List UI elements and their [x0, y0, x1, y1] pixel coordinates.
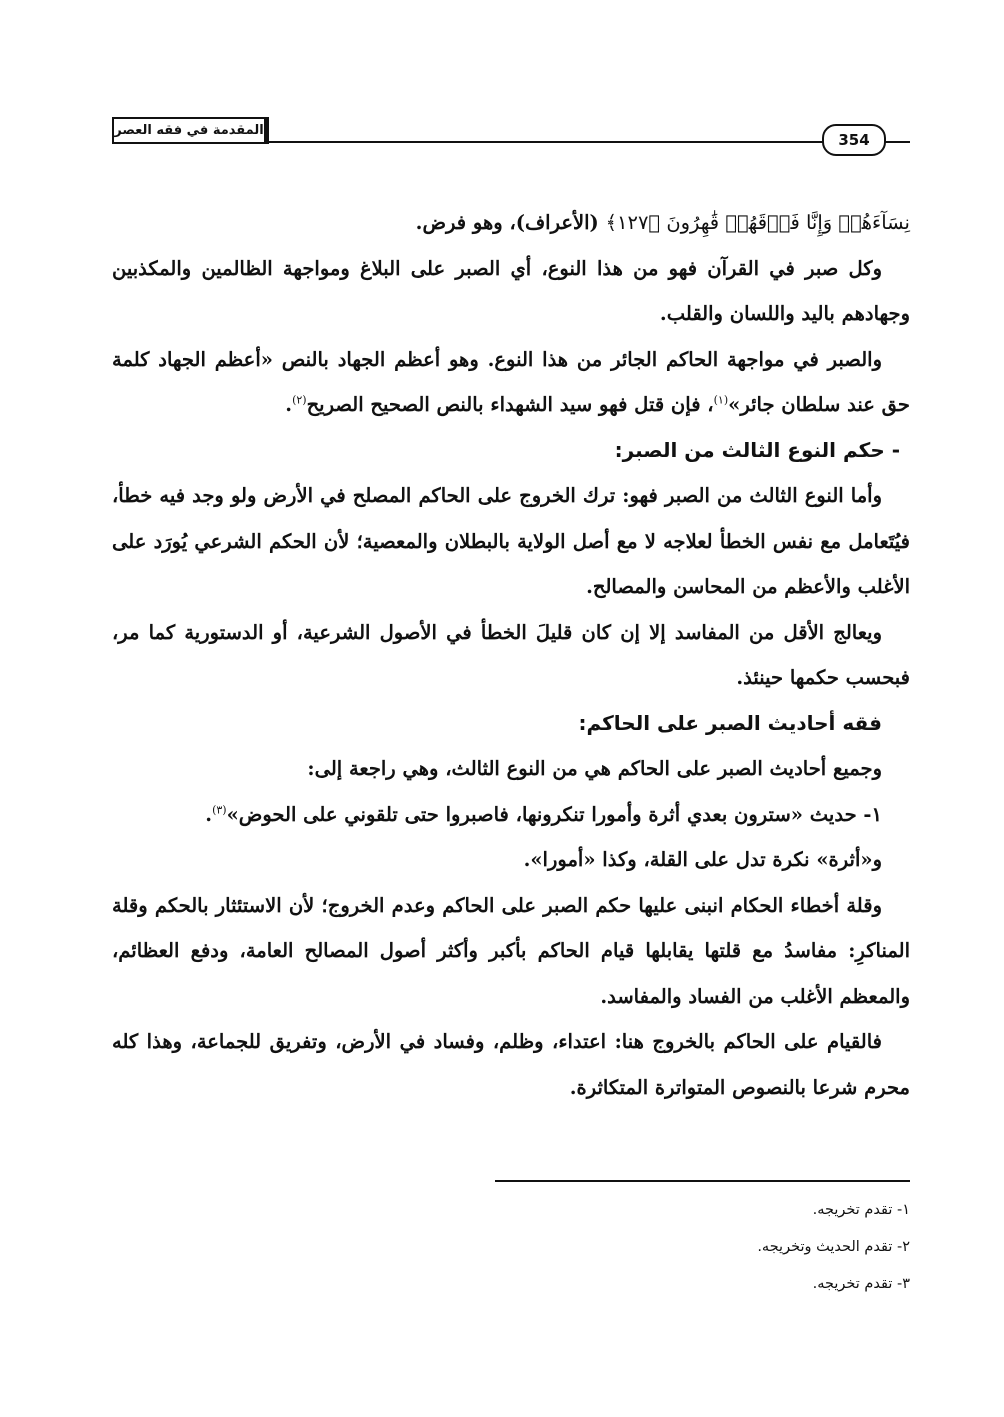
- paragraph: ويعالج الأقل من المفاسد إلا إن كان قليلَ الخطأ في الأصول الشرعية، أو الدستورية كما مر، فبحسب حكمها حينئذ.: [112, 620, 910, 689]
- footnote-rule: [495, 1180, 910, 1182]
- paragraph: [112, 337, 910, 428]
- paragraph: و«أثرة» نكرة تدل على القلة، وكذا «أمورا».: [523, 848, 882, 871]
- footnotes: [112, 1192, 910, 1303]
- section-heading: - حكم النوع الثالث من الصبر:: [614, 437, 900, 462]
- paragraph-text: ، فإن قتل فهو سيد الشهداء بالنص الصحيح الصريح: [306, 393, 714, 416]
- paragraph: وقلة أخطاء الحكام انبنى عليها حكم الصبر على الحاكم وعدم الخروج؛ لأن الاستئثار بالحكم وقلة المناكرِ: مفاسدُ مع قلتها يقابلها قيام الحاكم بأكبر وأكثر أصول المصالح العامة، ودفع العظائم، والمعظم الأغلب من الفساد والمفاسد.: [112, 893, 911, 1008]
- footnote: ٢- تقدم الحديث وتخريجه.: [757, 1239, 910, 1255]
- paragraph: فالقيام على الحاكم بالخروج هنا: اعتداء، وظلم، وفساد في الأرض، وتفريق للجماعة، وهذا كله محرم شرعا بالنصوص المتواترة المتكاثرة.: [112, 1030, 910, 1099]
- paragraph: وجميع أحاديث الصبر على الحاكم هي من النوع الثالث، وهي راجعة إلى:: [307, 757, 882, 780]
- quran-verse-line: [112, 200, 910, 246]
- footnote-ref[interactable]: (١): [713, 393, 729, 407]
- main-text: [112, 200, 910, 1110]
- footnote: ٣- تقدم تخريجه.: [812, 1276, 910, 1292]
- quran-verse: نِسَآءَهُمۡ وَإِنَّا فَوۡقَهُمۡ قَٰهِرُونَ ﴿١٢٧﴾: [605, 211, 910, 234]
- paragraph-text: .: [285, 393, 293, 416]
- paragraph: وأما النوع الثالث من الصبر فهو: ترك الخروج على الحاكم المصلح في الأرض ولو وجد فيه خطأ، فيُتَعامل مع نفس الخطأ لعلاجه لا مع أصل الولاية بالبطلان والمعصية؛ لأن الحكم الشرعي يُورَد على الأغلب والأعظم من المحاسن والمصالح.: [112, 484, 910, 598]
- footnote-ref[interactable]: (٢): [292, 393, 307, 407]
- footnote: ١- تقدم تخريجه.: [812, 1202, 910, 1218]
- verse-reference: (الأعراف)، وهو فرض.: [415, 211, 606, 234]
- paragraph-text: ١- حديث «سترون بعدي أثرة وأمورا تنكرونها، فاصبروا حتى تلقوني على الحوض»: [226, 802, 882, 826]
- footnote-ref[interactable]: (٣): [212, 803, 227, 816]
- paragraph: وكل صبر في القرآن فهو من هذا النوع، أي الصبر على البلاغ ومواجهة الظالمين والمكذبين وجهادهم باليد واللسان والقلب.: [112, 256, 910, 325]
- paragraph-text: والصبر في مواجهة الحاكم الجائر من هذا النوع. وهو أعظم الجهاد بالنص «أعظم الجهاد كلمة حق عند سلطان جائر»: [112, 347, 910, 416]
- page-number: 354: [822, 124, 886, 156]
- book-title: المقدمة في فقه العصر: [112, 117, 269, 144]
- paragraph: [112, 792, 910, 838]
- section-heading: فقه أحاديث الصبر على الحاكم:: [578, 710, 882, 735]
- paragraph-text: .: [205, 802, 213, 826]
